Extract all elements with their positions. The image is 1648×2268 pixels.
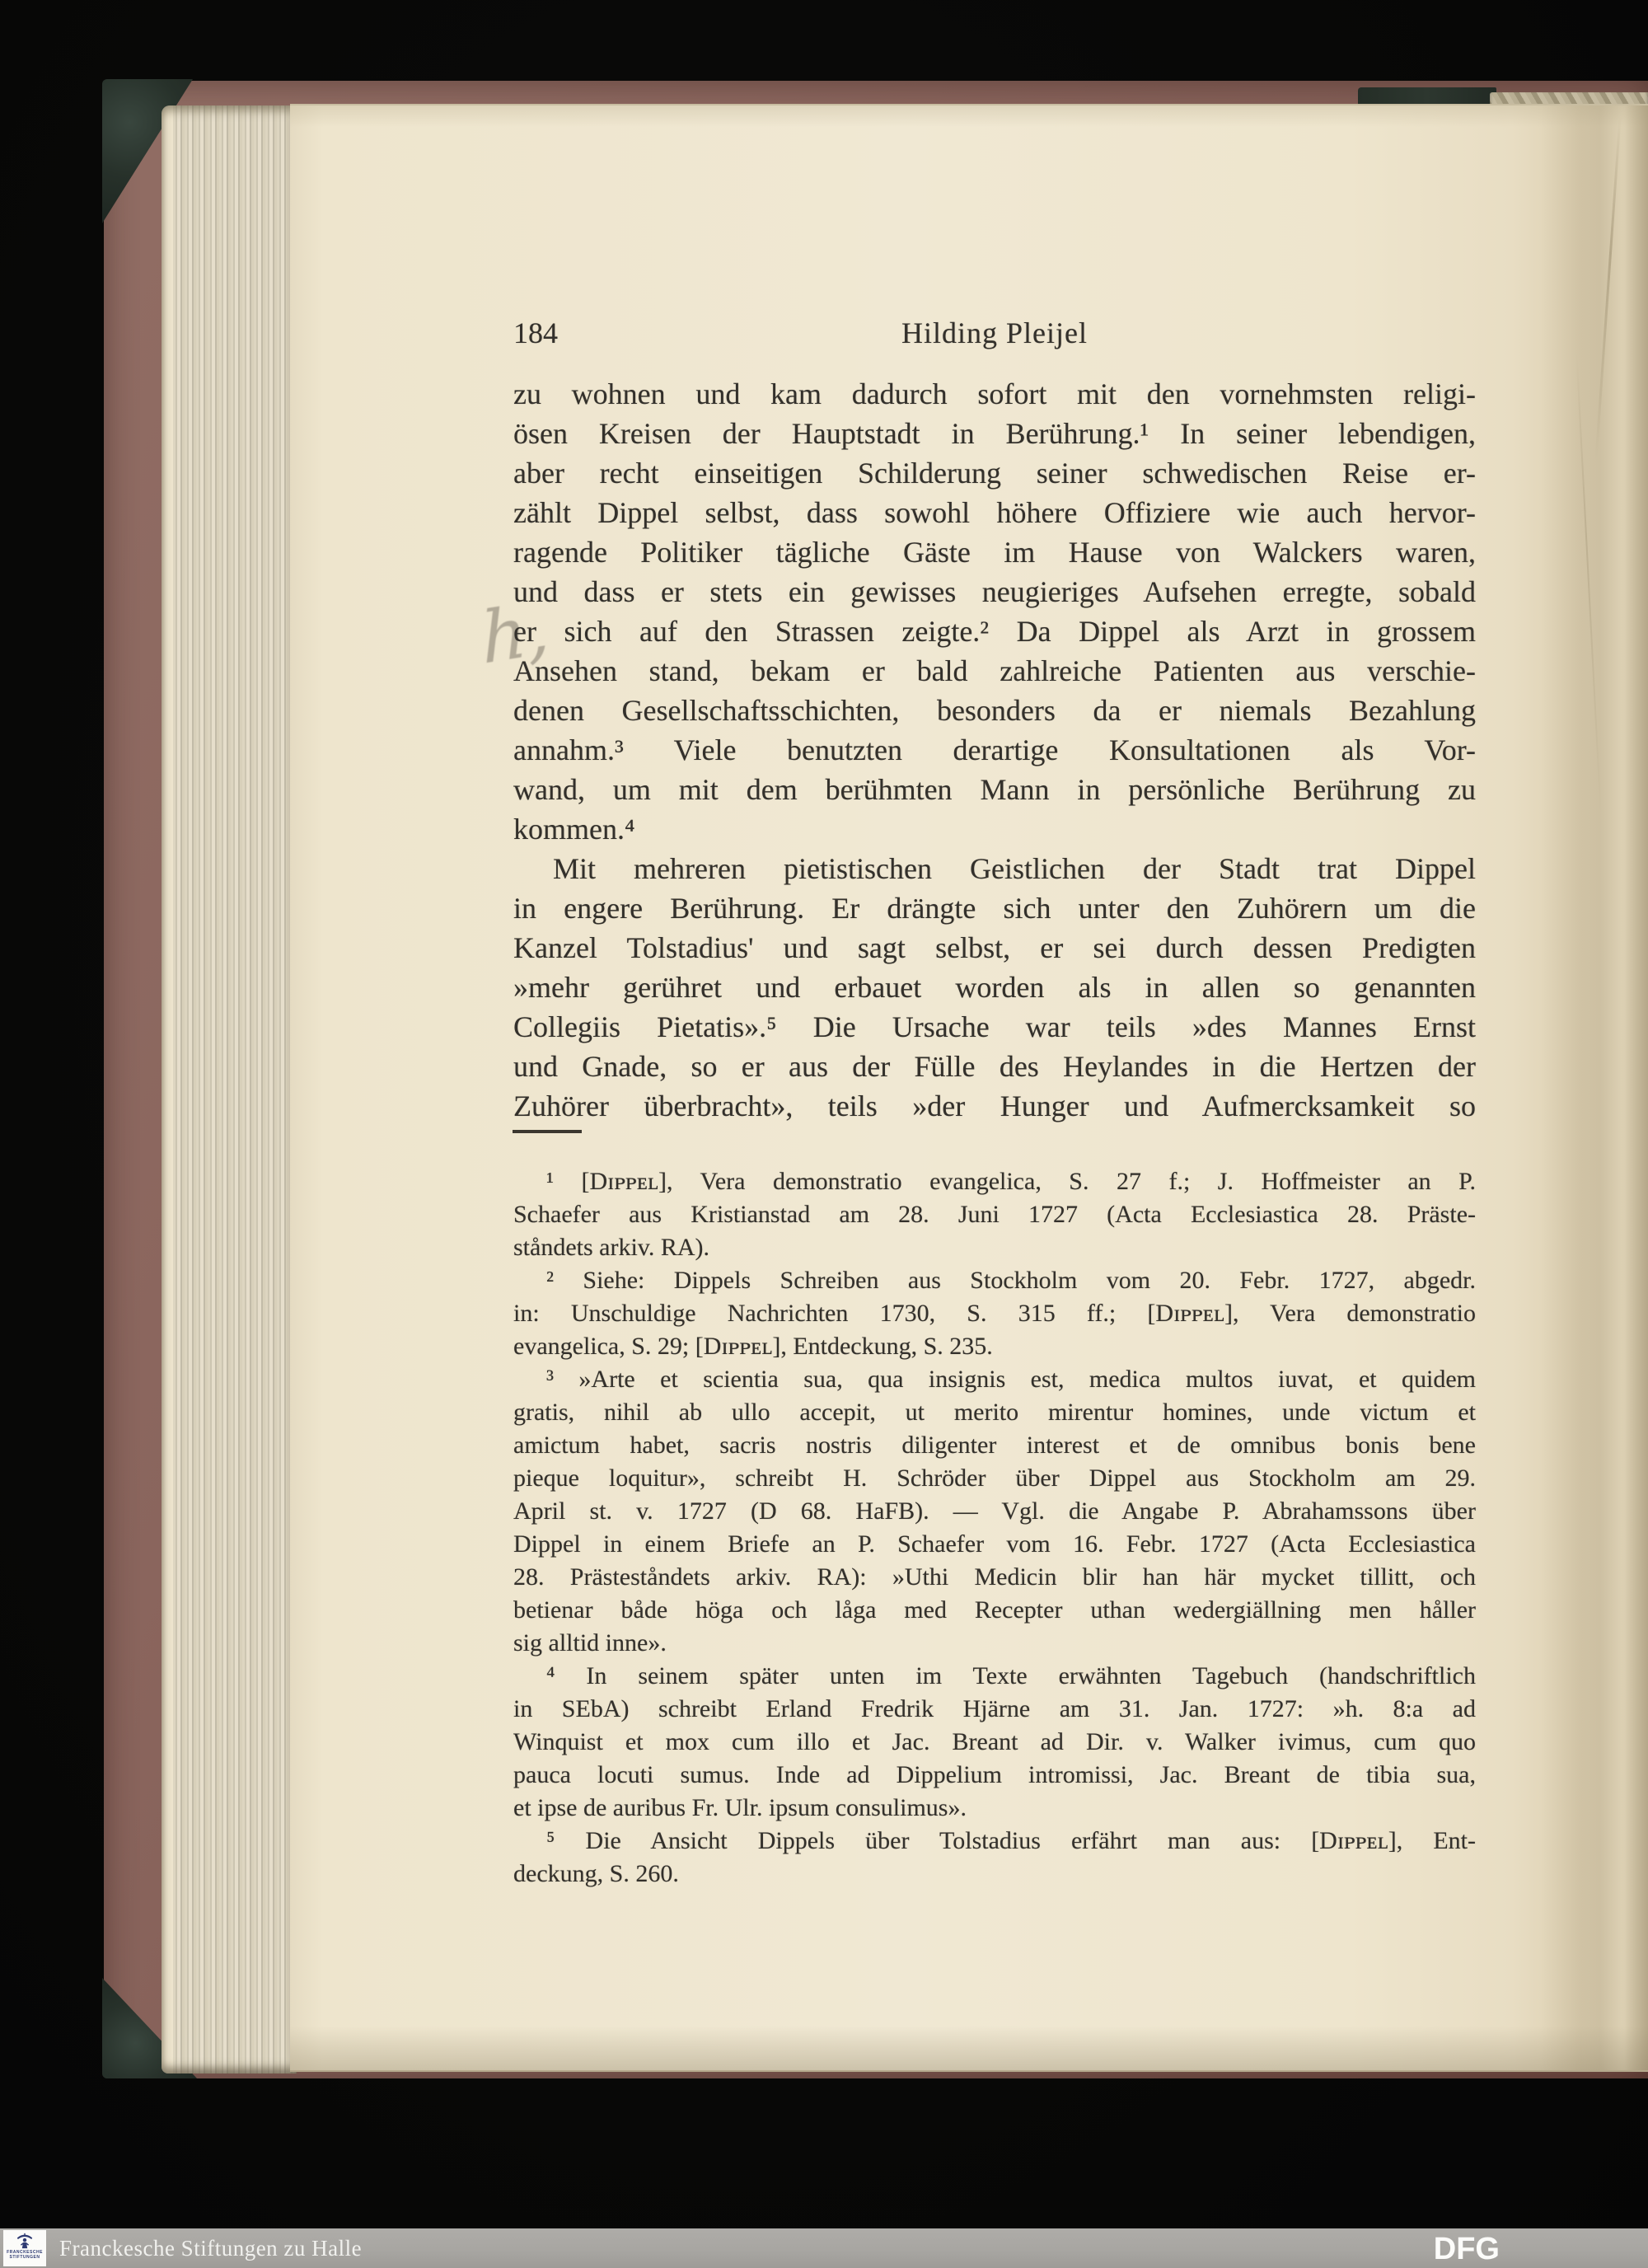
footnote-line: in: Unschuldige Nachrichten 1730, S. 315 ff.; [Dɪᴘᴘᴇʟ], Vera demonstratio bbox=[513, 1300, 1476, 1327]
footnote-line: pieque loquitur», schreibt H. Schröder über Dippel aus Stockholm am 29. bbox=[513, 1464, 1476, 1492]
footnote-line: ståndets arkiv. RA). bbox=[513, 1234, 710, 1261]
pencil-margin-mark: h, bbox=[479, 587, 552, 681]
footnote-line: amictum habet, sacris nostris diligenter interest et de omnibus bonis bene bbox=[513, 1432, 1476, 1459]
page-number: 184 bbox=[513, 316, 558, 349]
canopy-figure-icon bbox=[16, 2232, 34, 2250]
footnote-line: 28. Prästeståndets arkiv. RA): »Uthi Medicin blir han här mycket tillitt, och bbox=[513, 1563, 1476, 1591]
footnote-line: Schaefer aus Kristianstad am 28. Juni 1727 (Acta Ecclesiastica 28. Präste- bbox=[513, 1201, 1476, 1228]
footnote-line: sig alltid inne». bbox=[513, 1629, 667, 1656]
text-line: Mit mehreren pietistischen Geistlichen der Stadt trat Dippel bbox=[553, 852, 1476, 885]
text-line: denen Gesellschaftsschichten, besonders da er niemals Bezahlung bbox=[513, 694, 1476, 727]
text-line: zu wohnen und kam dadurch sofort mit den vornehmsten religi- bbox=[513, 377, 1476, 410]
footnote-line: gratis, nihil ab ullo accepit, ut merito mirentur homines, unde victum et bbox=[513, 1399, 1476, 1426]
page-edge-stack bbox=[162, 105, 297, 2074]
footnote-line: et ipse de auribus Fr. Ulr. ipsum consulimus». bbox=[513, 1794, 967, 1821]
footnote-line: ² Siehe: Dippels Schreiben aus Stockholm vom 20. Febr. 1727, abgedr. bbox=[546, 1267, 1476, 1294]
text-line: Ansehen stand, bekam er bald zahlreiche Patienten aus verschie- bbox=[513, 654, 1476, 687]
footnote-line: evangelica, S. 29; [Dɪᴘᴘᴇʟ], Entdeckung, S. 235. bbox=[513, 1333, 993, 1360]
footnote-line: ¹ [Dɪᴘᴘᴇʟ], Vera demonstratio evangelica, S. 27 f.; J. Hoffmeister an P. bbox=[546, 1168, 1476, 1195]
franckesche-stiftungen-logo bbox=[3, 2230, 46, 2266]
text-line: und Gnade, so er aus der Fülle des Heylandes in die Hertzen der bbox=[513, 1050, 1476, 1083]
viewer-footer-bar bbox=[0, 2228, 1648, 2268]
footnote-line: Winquist et mox cum illo et Jac. Breant ad Dir. v. Walker ivimus, cum quo bbox=[513, 1728, 1476, 1755]
footnote-line: ³ »Arte et scientia sua, qua insignis est, medica multos iuvat, et quidem bbox=[546, 1366, 1476, 1393]
footnote-line: ⁴ In seinem später unten im Texte erwähnten Tagebuch (handschriftlich bbox=[546, 1662, 1476, 1689]
footnote-separator-rule bbox=[513, 1130, 582, 1133]
text-line: ösen Kreisen der Hauptstadt in Berührung.¹ In seiner lebendigen, bbox=[513, 417, 1476, 450]
logo-text-line2: STIFTUNGEN bbox=[9, 2255, 40, 2260]
institution-label: Franckesche Stiftungen zu Halle bbox=[59, 2236, 363, 2261]
text-line: Zuhörer überbracht», teils »der Hunger und Aufmercksamkeit so bbox=[513, 1089, 1476, 1122]
logo-text-line1: FRANCKESCHE bbox=[7, 2250, 43, 2255]
footnotes-block bbox=[513, 1165, 1476, 1891]
running-header: Hilding Pleijel bbox=[901, 316, 1088, 349]
dfg-logo: DFG bbox=[1433, 2232, 1500, 2266]
footnote-line: ⁵ Die Ansicht Dippels über Tolstadius erfährt man aus: [Dɪᴘᴘᴇʟ], Ent- bbox=[546, 1827, 1476, 1854]
footnote-line: in SEbA) schreibt Erland Fredrik Hjärne am 31. Jan. 1727: »h. 8:a ad bbox=[513, 1695, 1476, 1722]
footnote-line: pauca locuti sumus. Inde ad Dippelium intromissi, Jac. Breant de tibia sua, bbox=[513, 1761, 1476, 1788]
text-line: und dass er stets ein gewisses neugieriges Aufsehen erregte, sobald bbox=[513, 575, 1476, 608]
text-line: ragende Politiker tägliche Gäste im Hause von Walckers waren, bbox=[513, 536, 1476, 569]
text-line: wand, um mit dem berühmten Mann in persönliche Berührung zu bbox=[513, 773, 1476, 806]
text-line: in engere Berührung. Er drängte sich unter den Zuhörern um die bbox=[513, 892, 1476, 925]
footnote-line: April st. v. 1727 (D 68. HaFB). — Vgl. die Angabe P. Abrahamssons über bbox=[513, 1497, 1476, 1525]
gutter-shadow bbox=[1541, 105, 1648, 2070]
text-line: er sich auf den Strassen zeigte.² Da Dippel als Arzt in grossem bbox=[513, 615, 1476, 648]
text-line: aber recht einseitigen Schilderung seiner schwedischen Reise er- bbox=[513, 457, 1476, 490]
text-line: annahm.³ Viele benutzten derartige Konsultationen als Vor- bbox=[513, 733, 1476, 766]
footnote-line: betienar både höga och låga med Recepter uthan wedergiällning men håller bbox=[513, 1596, 1476, 1624]
main-text-block bbox=[513, 374, 1476, 1126]
footnote-line: deckung, S. 260. bbox=[513, 1860, 679, 1887]
book-page bbox=[290, 104, 1648, 2072]
text-line: kommen.⁴ bbox=[513, 813, 635, 846]
footnote-line: Dippel in einem Briefe an P. Schaefer vom 16. Febr. 1727 (Acta Ecclesiastica bbox=[513, 1530, 1476, 1558]
text-line: Kanzel Tolstadius' und sagt selbst, er sei durch dessen Predigten bbox=[513, 931, 1476, 964]
text-line: zählt Dippel selbst, dass sowohl höhere Offiziere wie auch hervor- bbox=[513, 496, 1476, 529]
text-line: Collegiis Pietatis».⁵ Die Ursache war teils »des Mannes Ernst bbox=[513, 1010, 1476, 1043]
text-line: »mehr gerühret und erbauet worden als in allen so genannten bbox=[513, 971, 1476, 1004]
